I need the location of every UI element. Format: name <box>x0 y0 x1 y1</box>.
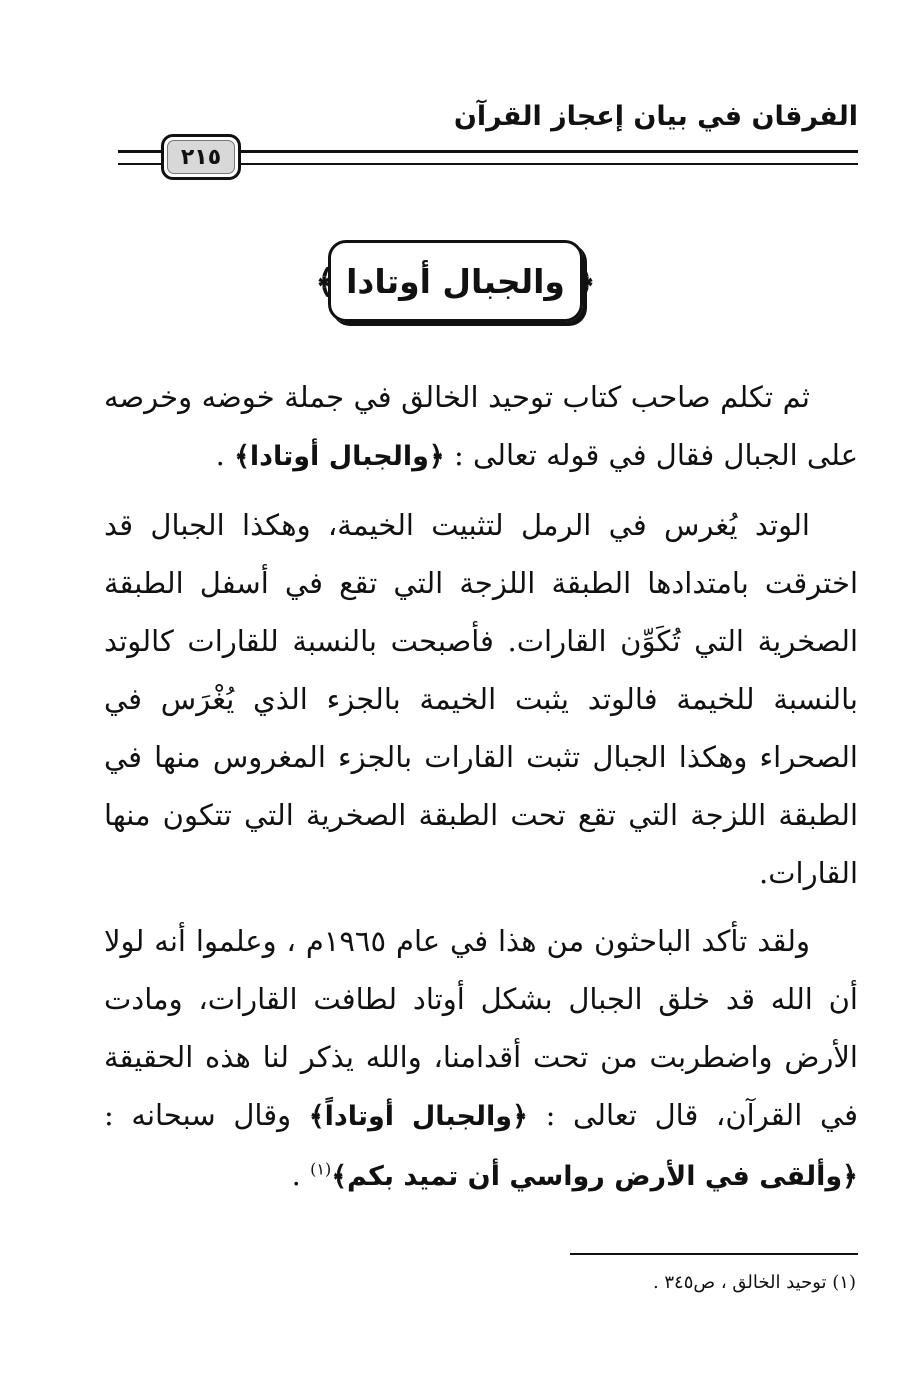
footnote-reference: (١) <box>310 1159 332 1179</box>
paragraph-1-end: . <box>215 438 235 472</box>
page-number-frame <box>161 134 241 180</box>
chapter-title-frame <box>315 240 596 322</box>
paragraph-3-middle: وقال سبحانه : <box>104 1098 309 1132</box>
body-text <box>104 368 858 1216</box>
paragraph-3-end: . <box>291 1158 311 1192</box>
running-header: الفرقان في بيان إعجاز القرآن <box>453 101 858 132</box>
footnote-separator <box>570 1253 858 1255</box>
footnote: (١) توحيد الخالق ، ص٣٤٥ . <box>652 1272 856 1293</box>
page-number: ٢١٥ <box>167 140 235 174</box>
paragraph-1 <box>104 368 858 486</box>
quran-quote: ﴿والجبال أوتاداً﴾ <box>308 1101 528 1132</box>
paragraph-3 <box>104 912 858 1206</box>
chapter-title: ﴿ والجبال أوتادا ﴾ <box>315 261 596 301</box>
paragraph-3-text: ولقد تأكد الباحثون من هذا في عام ١٩٦٥م ، وعلموا أنه لولا أن الله قد خلق الجبال بشكل أوتاد لطافت القارات، ومادت الأرض واضطربت من تحت أقدامنا، والله يذكر لنا هذه الحقيقة في القرآن، قال تعالى : <box>104 924 858 1132</box>
quran-quote: ﴿والجبال أوتادا﴾ <box>234 441 445 472</box>
paragraph-2: الوتد يُغرس في الرمل لتثبيت الخيمة، وهكذا الجبال قد اخترقت بامتدادها الطبقة اللزجة التي تقع في أسفل الطبقة الصخرية التي تُكَوِّن القارات. فأصبحت بالنسبة للقارات كالوتد بالنسبة للخيمة فالوتد يثبت الخيمة بالجزء الذي يُغْرَس في الصحراء وهكذا الجبال تثبت القارات بالجزء المغروس منها في الطبقة اللزجة التي تقع تحت الطبقة الصخرية التي تتكون منها القارات. <box>104 508 858 890</box>
paragraph-1-text: ثم تكلم صاحب كتاب توحيد الخالق في جملة خوضه وخرصه على الجبال فقال في قوله تعالى : <box>104 380 858 472</box>
quran-quote: ﴿وألقى في الأرض رواسي أن تميد بكم﴾ <box>331 1161 858 1192</box>
